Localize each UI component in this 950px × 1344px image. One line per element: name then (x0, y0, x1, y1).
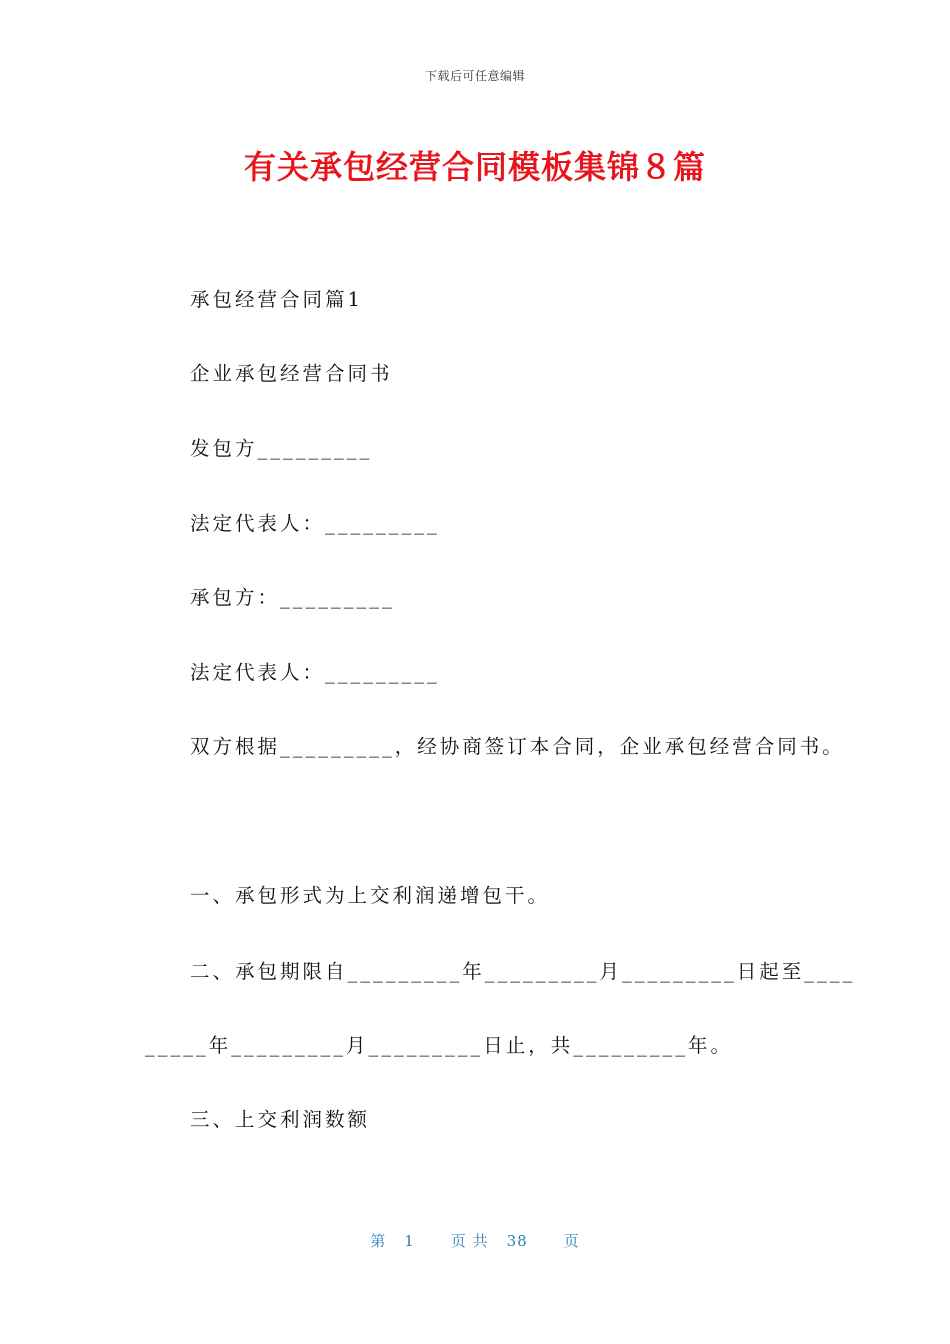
footer-page-number: 1 (404, 1232, 415, 1250)
footer-prefix: 第 (370, 1232, 387, 1250)
document-title: 有关承包经营合同模板集锦８篇 (243, 148, 706, 186)
clause-two-continued: _____年_________月_________日止，共_________年。 (145, 1034, 734, 1057)
footer-total-pages: 38 (506, 1232, 528, 1250)
footer-middle: 页 共 (450, 1232, 489, 1250)
agreement-paragraph: 双方根据_________，经协商签订本合同，企业承包经营合同书。 (190, 735, 845, 758)
contractor-field: 承包方：_________ (190, 586, 395, 609)
contractor-representative-field: 法定代表人：_________ (190, 661, 440, 684)
clause-two: 二、承包期限自_________年_________月_________日起至____ (190, 960, 856, 983)
section-heading: 承包经营合同篇1 (190, 288, 363, 311)
contract-name: 企业承包经营合同书 (190, 362, 393, 385)
issuer-field: 发包方_________ (190, 437, 373, 460)
issuer-representative-field: 法定代表人：_________ (190, 512, 440, 535)
footer-suffix: 页 (563, 1232, 580, 1250)
clause-one: 一、承包形式为上交利润递增包干。 (190, 884, 551, 907)
clause-three: 三、上交利润数额 (190, 1108, 371, 1131)
header-note: 下载后可任意编辑 (424, 69, 525, 83)
page-footer (0, 1230, 950, 1251)
